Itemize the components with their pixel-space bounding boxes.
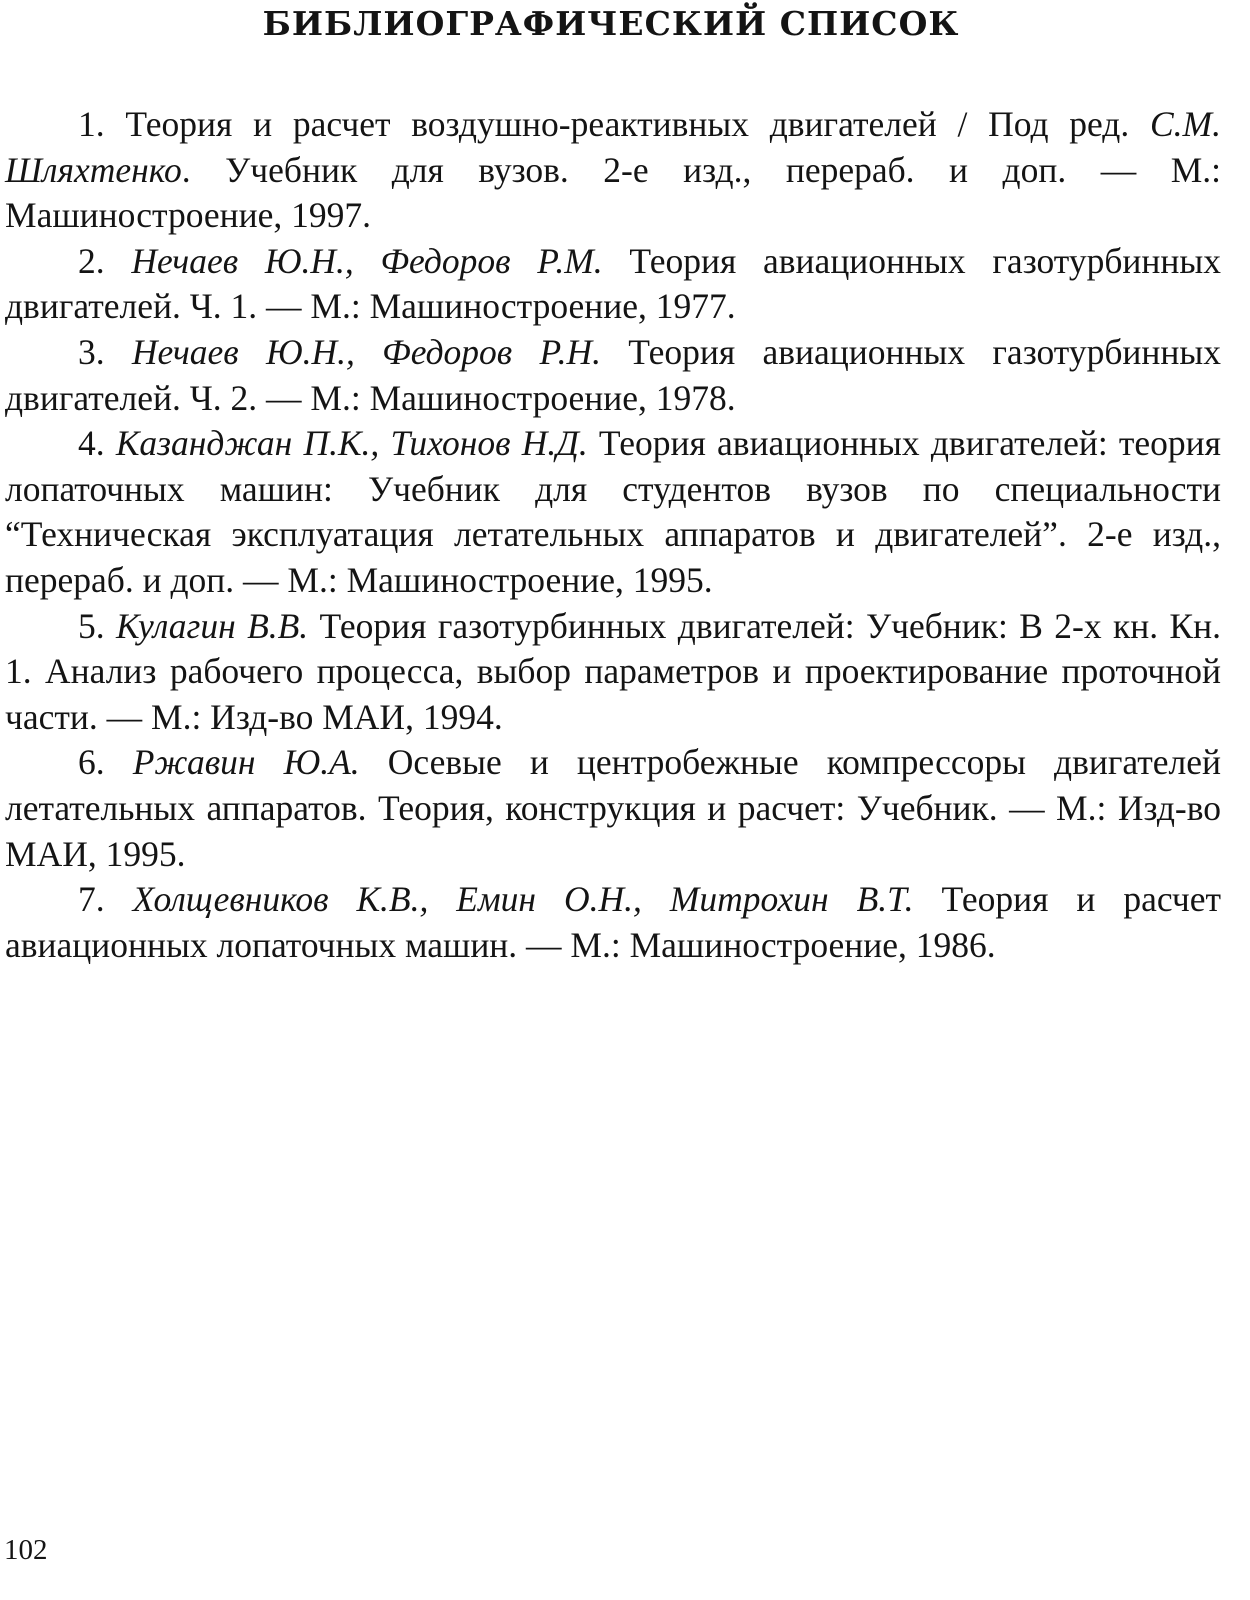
reference-author: Кулагин В.В. bbox=[115, 605, 309, 646]
reference-item bbox=[5, 239, 1221, 330]
reference-number: 6. bbox=[78, 742, 105, 783]
reference-item bbox=[5, 102, 1221, 239]
page-number: 102 bbox=[4, 1534, 48, 1566]
bibliography-list bbox=[5, 102, 1221, 968]
reference-text: Теория и расчет воздушно-реактивных двигателей / Под ред. bbox=[125, 104, 1150, 144]
reference-number: 2. bbox=[78, 240, 105, 281]
reference-item bbox=[5, 604, 1221, 741]
reference-number: 1. bbox=[78, 104, 105, 144]
reference-text: Теория авиационных газотурбинных двигателей. Ч. 2. — М.: Машиностроение, 1978. bbox=[5, 331, 1221, 418]
reference-text: Осевые и центробежные компрессоры двигателей летательных аппаратов. Теория, конструкция и расчет: Учебник. — М.: Изд-во МАИ, 1995. bbox=[5, 742, 1221, 874]
reference-number: 3. bbox=[78, 331, 105, 372]
reference-text: Теория газотурбинных двигателей: Учебник: В 2-х кн. Кн. 1. Анализ рабочего процесса, выбор параметров и проектирование проточной части. — М.: Изд-во МАИ, 1994. bbox=[5, 605, 1221, 737]
reference-text: Теория авиационных газотурбинных двигателей. Ч. 1. — М.: Машиностроение, 1977. bbox=[5, 240, 1221, 327]
reference-number: 5. bbox=[78, 605, 105, 646]
reference-text: Теория и расчет авиационных лопаточных машин. — М.: Машиностроение, 1986. bbox=[5, 879, 1221, 965]
reference-text: . Учебник для вузов. 2-е изд., перераб. и доп. — М.: Машиностроение, 1997. bbox=[5, 149, 1221, 236]
reference-editor: С.М. Шляхтенко bbox=[5, 104, 1221, 190]
reference-author: Казанджан П.К., Тихонов Н.Д. bbox=[115, 423, 588, 464]
reference-number: 7. bbox=[78, 879, 105, 920]
reference-item bbox=[5, 330, 1221, 421]
reference-item bbox=[5, 740, 1221, 877]
reference-author: Нечаев Ю.Н., Федоров Р.М. bbox=[131, 240, 603, 281]
reference-author: Холщевников К.В., Емин О.Н., Митрохин В.Т. bbox=[132, 879, 914, 920]
reference-item bbox=[5, 877, 1221, 968]
reference-text: Теория авиационных двигателей: теория лопаточных машин: Учебник для студентов вузов по специальности “Техническая эксплуатация летательных аппаратов и двигателей”. 2-е изд., перераб. и доп. — М.: Машиностроение, 1995. bbox=[5, 423, 1221, 600]
reference-author: Нечаев Ю.Н., Федоров Р.Н. bbox=[131, 331, 601, 372]
reference-author: Ржавин Ю.А. bbox=[132, 742, 360, 783]
reference-number: 4. bbox=[78, 423, 105, 464]
page-title: БИБЛИОГРАФИЧЕСКИЙ СПИСОК bbox=[262, 4, 960, 43]
reference-item bbox=[5, 421, 1221, 603]
